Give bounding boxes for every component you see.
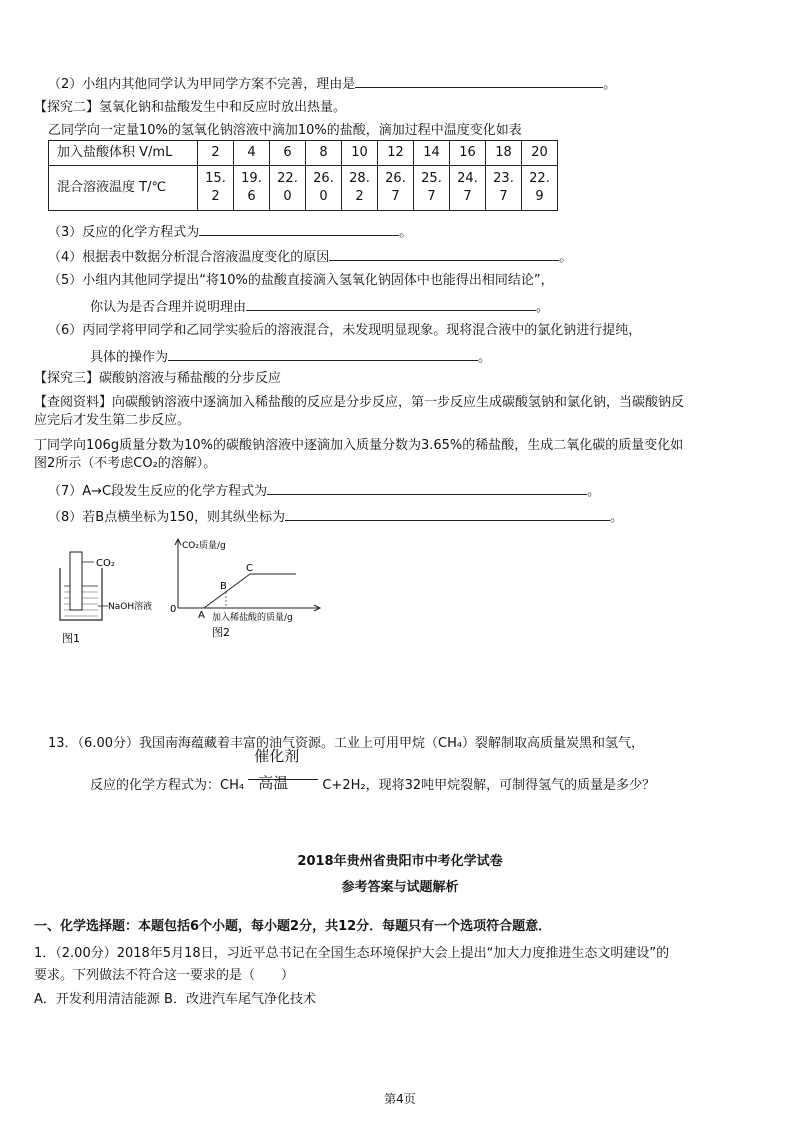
question-6-line2 — [90, 347, 491, 367]
question-13-line2 — [90, 747, 656, 795]
table-cell: 23. 7 — [486, 166, 522, 211]
table-row-temperature — [49, 166, 558, 211]
question-5-line2 — [90, 297, 549, 317]
explore3-title: 【探究三】碳酸钠溶液与稀盐酸的分步反应 — [34, 371, 282, 386]
table-cell: 10 — [342, 141, 378, 166]
explore3-ref-line2: 应完后才发生第二步反应。 — [34, 413, 191, 428]
question-5-line1: （5）小组内其他同学提出“将10%的盐酸直接滴入氢氧化钠固体中也能得出相同结论”， — [48, 273, 554, 288]
table-cell: 2 — [198, 141, 234, 166]
answer-q1-line2: 要求。下列做法不符合这一要求的是（ ） — [34, 968, 295, 983]
reaction-arrow — [248, 747, 318, 792]
figure-1-caption: 图1 — [62, 632, 80, 645]
table-cell: 26. 7 — [378, 166, 414, 211]
naoh-label: NaOH溶液 — [108, 602, 153, 612]
co2-label: CO₂ — [96, 558, 115, 569]
table-cell: 20 — [522, 141, 558, 166]
figure-1-beaker — [52, 542, 162, 652]
question-2-end: 。 — [603, 77, 617, 92]
table-cell: 6 — [270, 141, 306, 166]
table-cell: 4 — [234, 141, 270, 166]
section-heading: 一、化学选择题：本题包括6个小题，每小题2分，共12分．每题只有一个选项符合题意． — [34, 919, 552, 934]
question-8-end: 。 — [610, 510, 624, 525]
figure-2-chart — [168, 536, 328, 648]
question-5-end: 。 — [536, 300, 550, 315]
table-cell: 12 — [378, 141, 414, 166]
answer-blank — [355, 74, 603, 88]
catalyst-label: 催化剂 — [254, 747, 300, 765]
question-8-text: （8）若B点横坐标为150，则其纵坐标为 — [48, 510, 286, 525]
table-cell: 8 — [306, 141, 342, 166]
equation-product-and-question: C+2H₂，现将32吨甲烷裂解，可制得氢气的质量是多少？ — [322, 778, 656, 793]
curve-segment-ac — [204, 574, 250, 608]
answer-q1-line1: 1．（2.00分）2018年5月18日，习近平总书记在全国生态环境保护大会上提出“加大力度推进生态文明建设”的 — [34, 946, 670, 961]
table-cell: 22. 0 — [270, 166, 306, 211]
point-c-label: C — [246, 563, 253, 574]
table-cell: 24. 7 — [450, 166, 486, 211]
table-cell: 18 — [486, 141, 522, 166]
figure-2-caption: 图2 — [212, 626, 230, 639]
condition-label: 高温 — [258, 774, 289, 792]
explore2-intro: 乙同学向一定量10%的氢氧化钠溶液中滴加10%的盐酸，滴加过程中温度变化如表 — [48, 123, 522, 138]
answer-title: 2018年贵州省贵阳市中考化学试卷 — [297, 854, 503, 869]
row-label-volume: 加入盐酸体积 V/mL — [49, 141, 198, 166]
equation-reactant: 反应的化学方程式为：CH₄ — [90, 778, 245, 793]
question-2 — [48, 74, 616, 94]
point-a-label: A — [198, 610, 205, 621]
question-2-text: （2）小组内其他同学认为甲同学方案不完善，理由是 — [48, 77, 356, 92]
question-3-text: （3）反应的化学方程式为 — [48, 225, 200, 240]
table-cell: 22. 9 — [522, 166, 558, 211]
answer-blank — [267, 481, 587, 495]
page-number: 第4页 — [384, 1092, 416, 1106]
table-row-volume — [49, 141, 558, 166]
answer-blank — [246, 297, 536, 311]
question-8 — [48, 507, 623, 527]
explore3-ding-line1: 丁同学向106g质量分数为10%的碳酸钠溶液中逐滴加入质量分数为3.65%的稀盐酸，生成二氧化碳的质量变化如 — [34, 438, 684, 453]
question-7-text: （7）A→C段发生反应的化学方程式为 — [48, 484, 268, 499]
table-cell: 28. 2 — [342, 166, 378, 211]
answer-blank — [329, 247, 559, 261]
question-7 — [48, 481, 600, 501]
explore2-title: 【探究二】氢氧化钠和盐酸发生中和反应时放出热量。 — [34, 100, 347, 115]
temperature-table — [48, 140, 558, 211]
table-cell: 15. 2 — [198, 166, 234, 211]
question-6-text: 具体的操作为 — [90, 350, 169, 365]
question-4-text: （4）根据表中数据分析混合溶液温度变化的原因 — [48, 250, 330, 265]
question-7-end: 。 — [587, 484, 601, 499]
question-6-end: 。 — [478, 350, 492, 365]
answer-q1-options: A．开发利用清洁能源 B．改进汽车尾气净化技术 — [34, 992, 316, 1007]
table-cell: 25. 7 — [414, 166, 450, 211]
answer-blank — [199, 222, 399, 236]
question-5-text: 你认为是否合理并说明理由 — [90, 300, 247, 315]
y-axis-label: CO₂质量/g — [182, 541, 226, 551]
question-4 — [48, 247, 572, 267]
question-4-end: 。 — [559, 250, 573, 265]
row-label-temperature: 混合溶液温度 T/℃ — [49, 166, 198, 211]
table-cell: 14 — [414, 141, 450, 166]
table-cell: 19. 6 — [234, 166, 270, 211]
origin-label: 0 — [170, 604, 177, 615]
question-3-end: 。 — [399, 225, 413, 240]
answer-subtitle: 参考答案与试题解析 — [341, 880, 459, 895]
point-b-label: B — [220, 581, 227, 592]
answer-blank — [285, 507, 610, 521]
question-13-line1: 13．（6.00分）我国南海蕴藏着丰富的油气资源。工业上可用甲烷（CH₄）裂解制取高质量炭黑和氢气， — [48, 736, 645, 751]
x-axis-label: 加入稀盐酸的质量/g — [212, 613, 293, 623]
explore3-ding-line2: 图2所示（不考虑CO₂的溶解）。 — [34, 456, 217, 471]
answer-blank — [168, 347, 478, 361]
explore3-ref-line1: 【查阅资料】向碳酸钠溶液中逐滴加入稀盐酸的反应是分步反应，第一步反应生成碳酸氢钠和氯化钠，当碳酸钠反 — [34, 395, 685, 410]
question-6-line1: （6）丙同学将甲同学和乙同学实验后的溶液混合，未发现明显现象。现将混合液中的氯化钠进行提纯， — [48, 323, 642, 338]
table-cell: 26. 0 — [306, 166, 342, 211]
question-3 — [48, 222, 412, 242]
table-cell: 16 — [450, 141, 486, 166]
